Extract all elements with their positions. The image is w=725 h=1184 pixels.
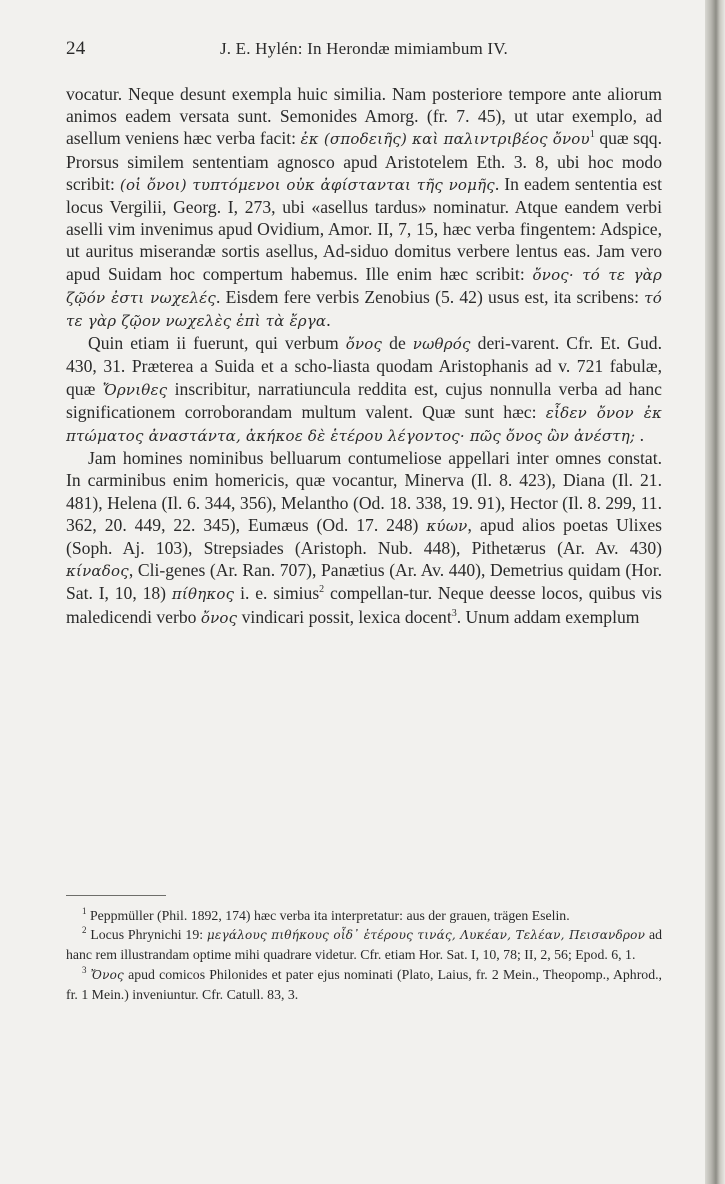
text-segment: vocatur. Neque desunt exempla huic similia. Nam posteriore tempore ante aliorum animos eadem versata sunt. Semonides Amorg. (fr. 7. 45), ut utar exemplo, ad asellum veniens hæc verba facit: — [66, 84, 662, 149]
footnote-divider — [66, 895, 166, 896]
footnote-text: apud comicos Philonides et pater ejus nominati (Plato, Laius, fr. 2 Mein., Theopomp., Aphrod., fr. 1 Mein.) inveniuntur. Cfr. Catull. 83, 3. — [66, 966, 662, 1002]
footnote-marker: 2 — [82, 925, 87, 936]
footnote-text: Peppmüller (Phil. 1892, 174) hæc verba ita interpretatur: aus der grauen, trägen Eselin. — [89, 908, 570, 923]
greek-word: πίθηκος — [171, 585, 235, 604]
page-header — [66, 38, 662, 64]
greek-word: κύων — [426, 516, 468, 535]
footnote-marker: 3 — [82, 964, 87, 975]
text-segment: compellan-tur. Neque deesse locos, quibus vis maledicendi verbo — [66, 583, 662, 627]
greek-quotation: ἐκ (σποδειῆς) καὶ παλιντριβέος ὄνου — [300, 130, 590, 149]
running-title: J. E. Hylén: In Herondæ mimiambum IV. — [219, 39, 509, 58]
greek-word: Ὄρνιθες — [102, 380, 168, 399]
text-segment: i. e. simius — [234, 583, 320, 604]
main-text — [66, 83, 662, 629]
greek-word: Ὄνος — [90, 967, 124, 982]
text-segment: inscribitur, narratiuncula reddita est, cujus nonnulla verba ad hanc significationem corroborandam multum valent. Quæ sunt hæc: — [66, 378, 662, 422]
footnote-1 — [66, 906, 662, 925]
footnote-text: ad hanc rem illustrandam optime mihi quadrare videtur. Cfr. etiam Hor. Sat. I, 10, 78; II, 2, 56; Epod. 6, 1. — [66, 927, 662, 963]
text-segment: , apud alios poetas Ulixes (Soph. Aj. 103), Strepsiades (Aristoph. Nub. 448), Pithetærus (Ar. Av. 430) — [66, 514, 662, 559]
footnote-ref-3[interactable]: 3 — [451, 607, 457, 619]
footnote-2 — [66, 925, 662, 964]
page-number: 24 — [66, 38, 86, 59]
greek-quotation: τό τε γὰρ ζῷον νωχελὲς ἐπὶ τὰ ἔργα — [66, 288, 662, 331]
footnote-ref-1[interactable]: 1 — [589, 129, 595, 141]
page-edge — [705, 0, 725, 1184]
text-segment: . Eisdem fere verbis Zenobius (5. 42) usus est, ita scribens: — [216, 286, 645, 307]
paragraph-1 — [66, 83, 662, 332]
text-segment: Jam homines nominibus belluarum contumeliose appellari inter omnes constat. In carminibus enim homericis, quæ vocantur, Minerva (Il. 8. 423), Diana (Il. 21. 481), Helena (Il. 6. 344, 356), Melantho (Od. 18. 338, 19. 91), Hector (Il. 8. 299, 11. 362, 20. 449, 22. 345), Eumæus (Od. 17. 248) — [66, 448, 662, 535]
footnote-ref-2[interactable]: 2 — [319, 584, 325, 596]
paragraph-2 — [66, 332, 662, 447]
text-segment: . — [635, 425, 645, 446]
footnote-marker: 1 — [82, 906, 87, 916]
greek-quotation: (οἱ ὄνοι) τυπτόμενοι οὐκ ἀφίστανται τῆς νομῆς — [119, 175, 495, 194]
paragraph-3 — [66, 447, 662, 629]
text-segment: . In eadem sententia est locus Vergilii, Georg. I, 273, ubi «asellus tardus» nominatur. Atque eandem verbi aselli vim invenimus apud Ovidium, Amor. II, 7, 15, hæc verba fingentem: Adspice, ut auritus miserandæ sortis asellus, Ad-siduo domitus verbere lentus eas. Jam vero apud Suidam hoc compertum habemus. Ille enim hæc scribit: — [66, 173, 662, 284]
text-segment: . Unum addam exemplum — [456, 606, 640, 627]
greek-quotation: μεγάλους πιθήκους οἶδ᾽ ἑτέρους τινάς, Λυκέαν, Τελέαν, Πεισανδρον — [206, 928, 646, 943]
text-segment: . — [326, 310, 331, 331]
text-segment: quæ sqq. Prorsus similem sententiam agnosco apud Aristotelem Eth. 3. 8, ubi hoc modo scribit: — [66, 128, 663, 194]
text-segment: deri-varent. Cfr. Et. Gud. 430, 31. Præterea a Suida et a scho-liasta quodam Aristophanis ad v. 721 fabulæ, quæ — [66, 333, 662, 399]
footnote-3 — [66, 965, 662, 1004]
text-segment: vindicari possit, lexica docent — [237, 606, 452, 627]
greek-quotation: ὄνος· τό τε γὰρ ζῷόν ἐστι νωχελές — [66, 265, 663, 307]
footnote-text: Locus Phrynichi 19: — [90, 927, 207, 943]
text-segment: Quin etiam ii fuerunt, qui verbum — [88, 333, 346, 354]
greek-word: ὄνος — [200, 608, 238, 627]
text-segment: , Cli-genes (Ar. Ran. 707), Panætius (Ar. Av. 440), Demetrius quidam (Hor. Sat. I, 10, 18) — [66, 560, 662, 604]
greek-quotation: εἶδεν ὄνον ἐκ πτώματος ἀναστάντα, ἀκήκοε δὲ ἑτέρου λέγοντος· πῶς ὄνος ὢν ἀνέστη; — [66, 403, 662, 446]
greek-word: κίναδος — [66, 562, 129, 581]
text-segment: de — [382, 333, 413, 354]
footnotes — [66, 906, 662, 1004]
greek-word: ὄνος — [345, 335, 383, 354]
greek-word: νωθρός — [412, 335, 471, 354]
